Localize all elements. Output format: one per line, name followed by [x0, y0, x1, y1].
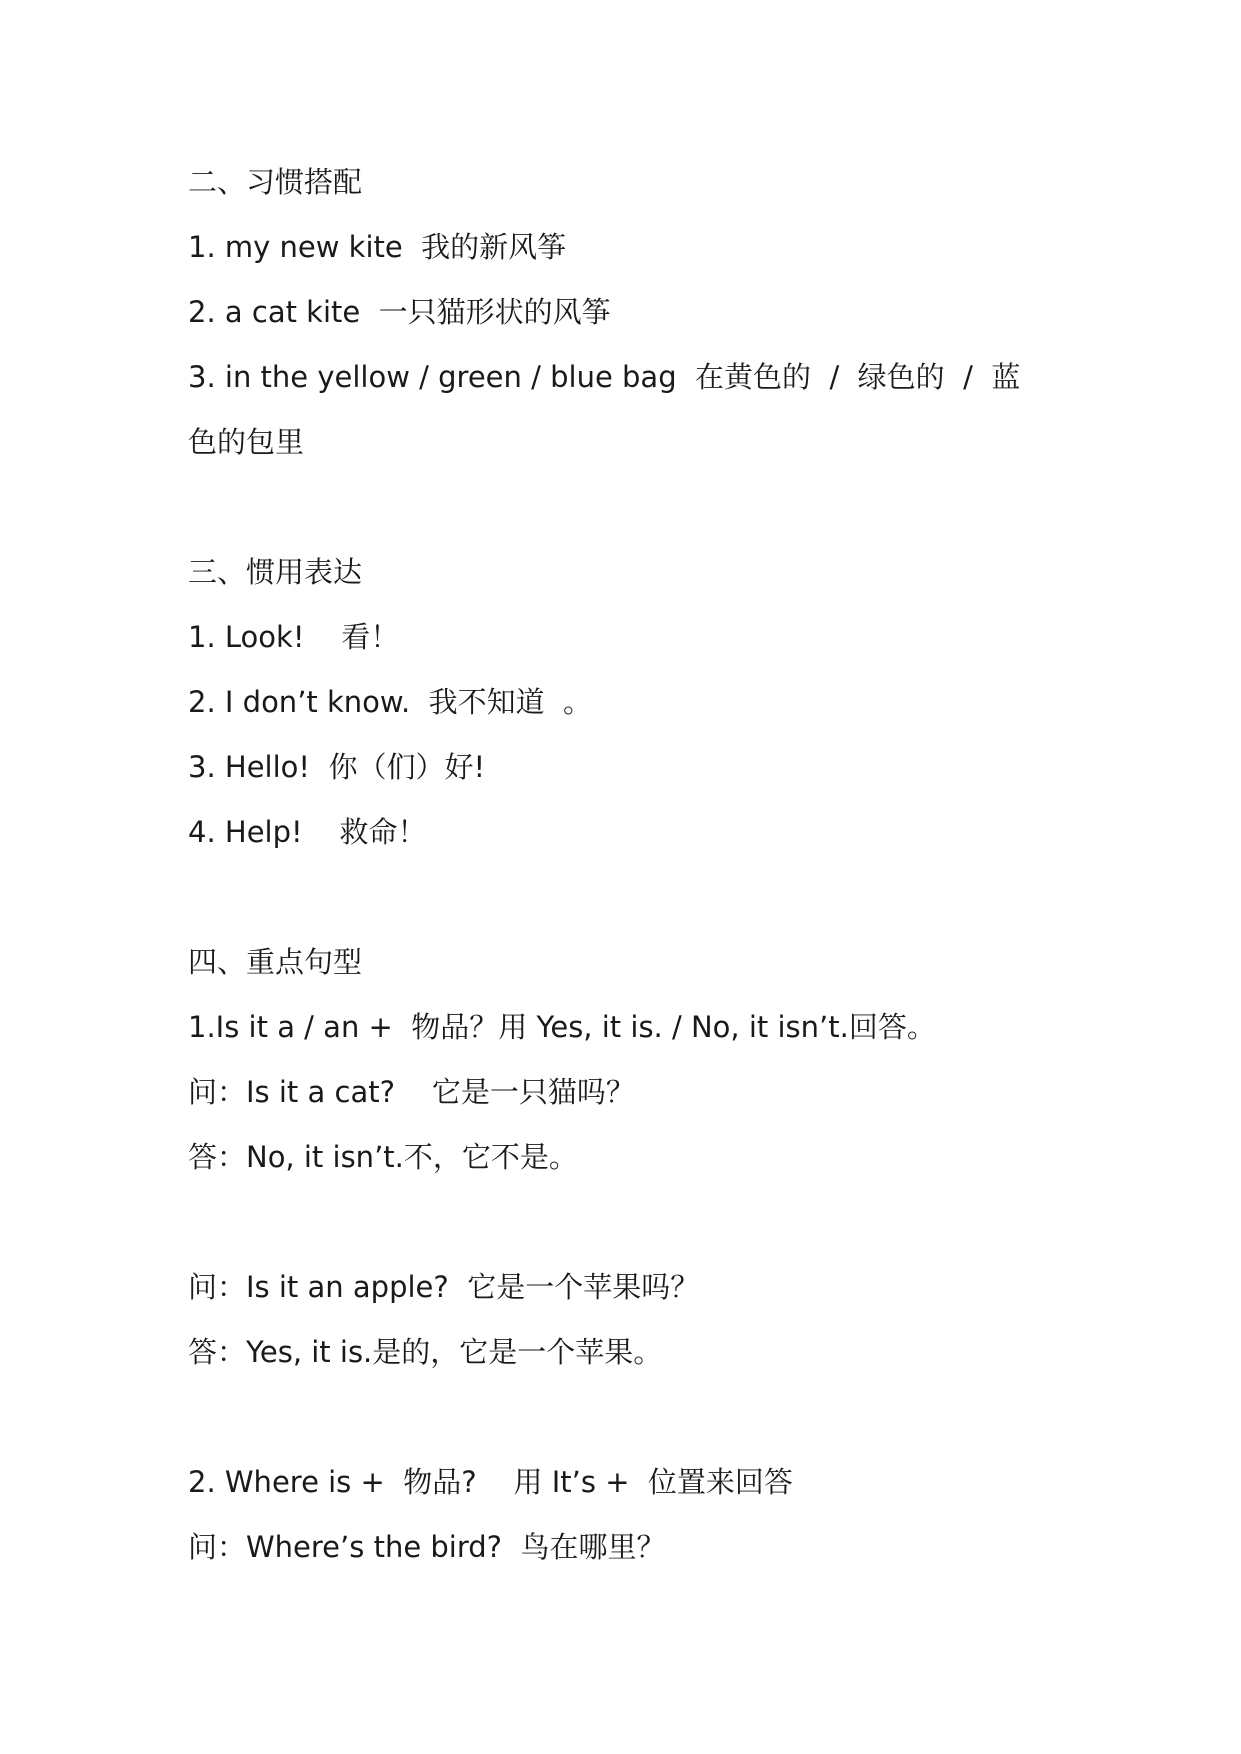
expression-item: 2. I don’t know. 我不知道 。	[188, 685, 593, 719]
expression-item: 3. Hello! 你（们）好!	[188, 750, 486, 784]
question-line: 问：Where’s the bird? 鸟在哪里？	[188, 1530, 666, 1564]
collocation-item-continuation: 色的包里	[188, 425, 305, 459]
document-content	[188, 150, 1068, 1580]
answer-line: 答：Yes, it is.是的，它是一个苹果。	[188, 1335, 663, 1369]
collocation-item: 1. my new kite 我的新风筝	[188, 230, 567, 264]
collocation-item: 2. a cat kite 一只猫形状的风筝	[188, 295, 611, 329]
section-heading-key-sentences: 四、重点句型	[188, 945, 363, 979]
question-line: 问：Is it a cat? 它是一只猫吗？	[188, 1075, 635, 1109]
sentence-pattern: 1.Is it a / an + 物品？用 Yes, it is. / No, it isn’t.回答。	[188, 1010, 936, 1044]
sentence-pattern: 2. Where is + 物品? 用 It’s + 位置来回答	[188, 1465, 793, 1499]
answer-line: 答：No, it isn’t.不，它不是。	[188, 1140, 578, 1174]
expression-item: 4. Help! 救命！	[188, 815, 427, 849]
spacer	[188, 865, 1068, 930]
section-heading-expressions: 三、惯用表达	[188, 555, 363, 589]
spacer	[188, 475, 1068, 540]
spacer	[188, 1385, 1068, 1450]
question-line: 问：Is it an apple? 它是一个苹果吗？	[188, 1270, 700, 1304]
collocation-item: 3. in the yellow / green / blue bag 在黄色的 / 绿色的 / 蓝	[188, 360, 1021, 394]
section-heading-collocations: 二、习惯搭配	[188, 165, 363, 199]
spacer	[188, 1190, 1068, 1255]
expression-item: 1. Look! 看！	[188, 620, 400, 654]
